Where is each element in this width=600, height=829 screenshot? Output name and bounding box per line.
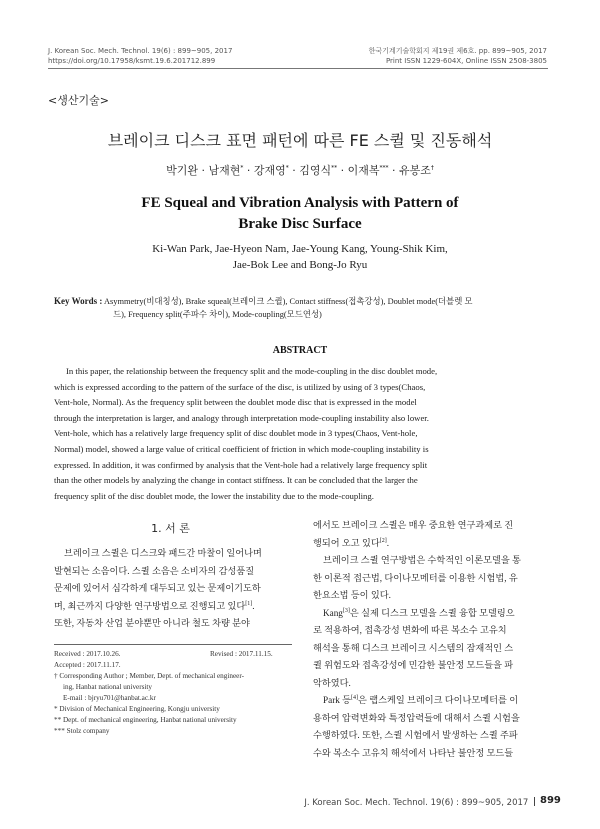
journal-citation: J. Korean Soc. Mech. Technol. 19(6) : 899~905, 2017 <box>48 47 233 55</box>
footer-citation <box>304 797 538 808</box>
author-email[interactable]: E-mail : bjryu701@hanbat.ac.kr <box>63 694 156 702</box>
abstract-line: In this paper, the relationship between the frequency split and the mode-coupling in the disc doublet mode, <box>66 366 438 376</box>
body-line: 며, 최근까지 다양한 연구방법으로 진행되고 있다 <box>54 600 246 611</box>
body-line: 해석을 통해 디스크 브레이크 시스템의 잠재적인 스 <box>313 642 514 653</box>
header-rule <box>48 68 548 69</box>
citation-ref[interactable]: [4] <box>351 694 359 701</box>
citation-ref[interactable]: [1] <box>245 600 253 607</box>
abstract-line: Vent-hole, which has a relatively large frequency split of disc doublet mode in 3 types(Chaos, Vent-hole, <box>54 428 418 439</box>
journal-citation-ko: 한국기계기술학회지 제19권 제6호. pp. 899~905, 2017 <box>368 47 547 55</box>
abstract-line: Vent-hole, Normal). As the frequency split between the doublet mode disc that is expressed in the model <box>54 397 417 408</box>
body-line: 용하여 압력변화와 특정압력들에 대해서 스퀼 시험을 <box>313 712 520 723</box>
footer-divider <box>534 797 535 806</box>
author-name: 남재현 <box>208 164 241 177</box>
body-line: 수와 복소수 고유치 해석에서 나타난 불안정 모드들 <box>313 747 514 758</box>
author-mark: * <box>285 164 289 172</box>
body-line: 은 랩스케일 브레이크 다이나모메터를 이 <box>358 695 519 705</box>
author-mark: *** <box>379 164 389 172</box>
accepted-date: Accepted : 2017.11.17. <box>54 661 121 669</box>
body-line: 행되어 오고 있다 <box>313 537 380 548</box>
body-line: 또한, 자동차 산업 분야뿐만 아니라 철도 차량 분야 <box>54 618 250 628</box>
left-column-body: 브레이크 스퀼은 디스크와 패드간 마찰이 일어나며 발현되는 소음이다. 스퀼 소음은 소비자의 감성품질 문제에 있어서 심각하게 대두되고 있는 문제이기도하 며, 최근까지 다양한 연구방법으로 진행되고 있다[1]. 또한, 자동차 산업 분야뿐만 아니라 철도 차량 분야 <box>54 545 294 633</box>
revised-date: Revised : 2017.11.15. <box>210 650 273 658</box>
abstract-line: through the interpretation is larger, and analogy through interpretation mode-coupling instability also lower. <box>54 412 429 423</box>
body-line: 브레이크 스퀼은 디스크와 패드간 마찰이 일어나며 <box>64 548 262 558</box>
keywords-line2: 드), Frequency split(주파수 차이), Mode-coupling(모드연성) <box>113 310 322 319</box>
received-date: Received : 2017.10.26. <box>54 650 121 658</box>
body-line: 은 실제 디스크 모델을 스퀼 융합 모델링으 <box>349 607 515 618</box>
abstract-line: Normal) model, showed a large value of critical coefficient of friction in which mode-coupling instability is <box>54 443 429 454</box>
authors-en-line1: Ki-Wan Park, Jae-Hyeon Nam, Jae-Young Kang, Young-Shik Kim, <box>152 243 448 255</box>
author-name: 이재복 <box>347 164 380 177</box>
right-column-body: 에서도 브레이크 스퀼은 매우 중요한 연구과제로 진 행되어 오고 있다[2]. 브레이크 스퀼 연구방법은 수학적인 이론모델을 통 한 이론적 접근법, 다이나모메터를 이용한 시험법, 유 한요소법 등이 있다. Kang[3]은 실제 디스크 모델을 스퀼 융합 모델링으 로 적용하여, 접촉강성 변화에 따른 복소수 고유치 해석을 통해 디스크 브레이크 시스템의 잠재적인 스 퀼 위험도와 접촉강성에 민감한 불안정 모드들을 파 악하였다. Park 등[4]은 랩스케일 브레이크 다이나모메터를 이 용하여 압력변화와 특정압력들에 대해서 스퀼 시험을 수행하였다. 또한, 스퀼 시험에서 발생하는 스퀼 주파 수와 복소수 고유치 해석에서 나타난 불안정 모드들 <box>313 517 553 762</box>
page-title-en-line2: Brake Disc Surface <box>238 216 362 232</box>
body-line: 수행하였다. 또한, 스퀼 시험에서 발생하는 스퀼 주파 <box>313 730 518 740</box>
body-line: 한 이론적 접근법, 다이나모메터를 이용한 시험법, 유 <box>313 572 518 583</box>
corresponding-author-cont: ing, Hanbat national university <box>63 683 153 691</box>
author-ref-kang: Kang <box>323 607 343 618</box>
body-line: 에서도 브레이크 스퀼은 매우 중요한 연구과제로 진 <box>313 520 514 530</box>
body-line: 로 적용하여, 접촉강성 변화에 따른 복소수 고유치 <box>313 625 507 635</box>
abstract-line: than the other models by analyzing the change in contact stiffness. It can be concluded that the larger the <box>54 475 418 486</box>
author-mark: ** <box>331 164 338 172</box>
corresponding-author: † Corresponding Author ; Member, Dept. of mechanical engineer- <box>54 672 244 680</box>
author-mark: † <box>430 164 434 172</box>
page-title-ko: 브레이크 디스크 표면 패턴에 따른 FE 스퀼 및 진동해석 <box>107 131 493 150</box>
author-mark: * <box>240 164 244 172</box>
body-line: 문제에 있어서 심각하게 대두되고 있는 문제이기도하 <box>54 583 261 593</box>
footnote-rule <box>54 644 292 645</box>
author-name: 김영식 <box>299 164 332 177</box>
body-line: 발현되는 소음이다. 스퀼 소음은 소비자의 감성품질 <box>54 565 255 576</box>
body-line: 퀼 위험도와 접촉강성에 민감한 불안정 모드들을 파 <box>313 660 514 670</box>
abstract-heading: ABSTRACT <box>272 345 328 356</box>
abstract-body <box>54 364 546 504</box>
abstract-line: frequency split of the disc doublet mode, the lower the instability due to the mode-coupling. <box>54 490 374 501</box>
footer-citation-text: J. Korean Soc. Mech. Technol. 19(6) : 899~905, 2017 <box>304 798 529 808</box>
category-label: <생산기술> <box>48 94 109 107</box>
body-line: 한요소법 등이 있다. <box>313 590 391 600</box>
author-name: 유봉조 <box>399 164 431 177</box>
section-heading-introduction: 1. 서 론 <box>151 522 190 535</box>
author-name: 박기완 <box>166 164 198 177</box>
body-line: 악하였다. <box>313 677 351 688</box>
authors-ko: 박기완 · 남재현* · 강재영* · 김영식** · 이재복*** · 유봉조† <box>166 164 434 177</box>
keywords-label: Key Words : <box>54 296 103 306</box>
abstract-line: expressed. In addition, it was confirmed by analysis that the Vent-hole had a relatively large frequency split <box>54 459 428 470</box>
citation-ref[interactable]: [3] <box>342 607 350 614</box>
citation-ref[interactable]: [2] <box>379 537 387 544</box>
issn-info: Print ISSN 1229-604X, Online ISSN 2508-3805 <box>385 57 547 65</box>
body-line: 브레이크 스퀼 연구방법은 수학적인 이론모델을 통 <box>323 555 521 565</box>
abstract-line: which is expressed according to the pattern of the surface of the disc, is utilized by using of 3 types(Chaos, <box>54 381 426 392</box>
keywords-line1: Asymmetry(비대칭성), Brake squeal(브레이크 스퀼), Contact stiffness(접촉강성), Doublet mode(더블렛 모 <box>103 297 473 306</box>
authors-en-line2: Jae-Bok Lee and Bong-Jo Ryu <box>232 259 368 271</box>
keywords <box>54 295 554 308</box>
affiliation-3: *** Stolz company <box>54 727 110 735</box>
affiliation-2: ** Dept. of mechanical engineering, Hanbat national university <box>54 716 237 724</box>
page-number: 899 <box>540 795 561 806</box>
page-title-en-line1: FE Squeal and Vibration Analysis with Pattern of <box>141 195 459 211</box>
author-ref-park: Park 등 <box>323 695 352 705</box>
author-name: 강재영 <box>253 164 286 177</box>
doi-link[interactable]: https://doi.org/10.17958/ksmt.19.6.201712.899 <box>48 57 216 65</box>
affiliation-1: * Division of Mechanical Engineering, Kongju university <box>54 705 220 713</box>
